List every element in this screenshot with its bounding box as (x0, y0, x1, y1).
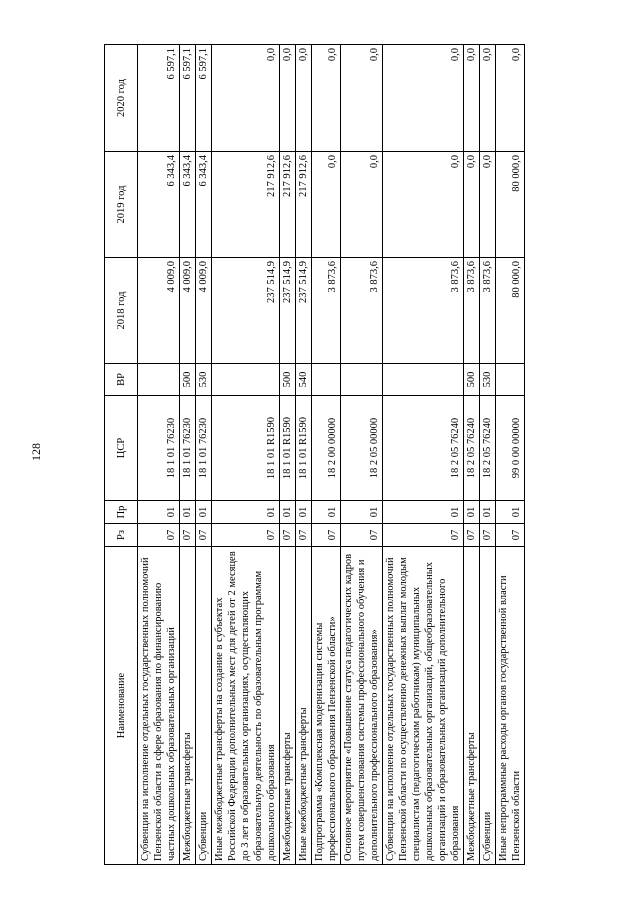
budget-table (104, 44, 525, 865)
table-row (480, 45, 496, 865)
row-vr (496, 364, 525, 396)
row-2019: 6 343,4 (138, 152, 180, 258)
row-name: Субвенции (196, 547, 212, 865)
row-rz: 07 (196, 524, 212, 547)
row-name: Субвенции (480, 547, 496, 865)
row-name: Иные непрограммные расходы органов государственной власти Пензенской области (496, 547, 525, 865)
row-2018: 4 009,0 (196, 258, 212, 364)
row-csr: 18 2 05 76240 (383, 396, 464, 501)
row-name: Субвенции на исполнение отдельных государственных полномочий Пензенской области по осуществлению денежных выплат молодым специалистам (педагогическим работникам) муниципальных дошкольных образовательных организаций, общеобразовательных организаций и образовательных организаций дополнительного образования (383, 547, 464, 865)
row-pr: 01 (383, 501, 464, 524)
header-csr: ЦСР (105, 396, 138, 501)
row-2018: 3 873,6 (480, 258, 496, 364)
row-vr: 500 (280, 364, 296, 396)
row-vr: 500 (180, 364, 196, 396)
header-2019: 2019 год (105, 152, 138, 258)
row-2018: 4 009,0 (180, 258, 196, 364)
row-pr: 01 (296, 501, 312, 524)
table-row (383, 45, 464, 865)
row-2018: 3 873,6 (383, 258, 464, 364)
row-2020: 0,0 (312, 45, 341, 152)
row-csr: 18 2 05 76240 (464, 396, 480, 501)
row-2018: 3 873,6 (341, 258, 383, 364)
row-2019: 0,0 (341, 152, 383, 258)
row-csr: 99 0 00 00000 (496, 396, 525, 501)
row-rz: 07 (280, 524, 296, 547)
row-2018: 3 873,6 (312, 258, 341, 364)
row-vr: 500 (464, 364, 480, 396)
row-name: Иные межбюджетные трансферты (296, 547, 312, 865)
row-2020: 6 597,1 (138, 45, 180, 152)
row-2019: 217 912,6 (296, 152, 312, 258)
row-pr: 01 (212, 501, 280, 524)
row-csr: 18 1 01 76230 (138, 396, 180, 501)
row-2020: 0,0 (341, 45, 383, 152)
row-vr: 530 (480, 364, 496, 396)
row-pr: 01 (180, 501, 196, 524)
row-pr: 01 (138, 501, 180, 524)
row-csr: 18 1 01 76230 (196, 396, 212, 501)
row-rz: 07 (496, 524, 525, 547)
row-name: Субвенции на исполнение отдельных государственных полномочий Пензенской области в сфере образования по финансированию частных дошкольных образовательных организаций (138, 547, 180, 865)
header-2018: 2018 год (105, 258, 138, 364)
row-2019: 0,0 (480, 152, 496, 258)
row-2019: 80 000,0 (496, 152, 525, 258)
row-name: Межбюджетные трансферты (280, 547, 296, 865)
table-row (138, 45, 180, 865)
row-2020: 0,0 (464, 45, 480, 152)
table-row (341, 45, 383, 865)
header-name: Наименование (105, 547, 138, 865)
row-pr: 01 (464, 501, 480, 524)
row-2018: 3 873,6 (464, 258, 480, 364)
table-wrapper (104, 45, 534, 865)
table-body (138, 45, 525, 865)
row-vr: 540 (296, 364, 312, 396)
row-2020: 0,0 (212, 45, 280, 152)
row-2019: 6 343,4 (180, 152, 196, 258)
row-csr: 18 2 00 00000 (312, 396, 341, 501)
row-rz: 07 (212, 524, 280, 547)
row-2019: 0,0 (464, 152, 480, 258)
row-vr: 530 (196, 364, 212, 396)
header-pr: Пр (105, 501, 138, 524)
table-row (196, 45, 212, 865)
row-csr: 18 1 01 R1590 (296, 396, 312, 501)
table-row (464, 45, 480, 865)
row-2020: 0,0 (496, 45, 525, 152)
table-row (296, 45, 312, 865)
row-name: Иные межбюджетные трансферты на создание в субъектах Российской Федерации дополнительных мест для детей от 2 месяцев до 3 лет в образовательных организациях, осуществляющих образовательную деятельность по образовательным программам дошкольного образования (212, 547, 280, 865)
row-2020: 6 597,1 (196, 45, 212, 152)
row-rz: 07 (464, 524, 480, 547)
row-rz: 07 (296, 524, 312, 547)
row-rz: 07 (138, 524, 180, 547)
row-csr: 18 1 01 R1590 (212, 396, 280, 501)
row-rz: 07 (480, 524, 496, 547)
table-row (212, 45, 280, 865)
row-2020: 0,0 (296, 45, 312, 152)
row-2020: 0,0 (383, 45, 464, 152)
row-pr: 01 (312, 501, 341, 524)
row-name: Межбюджетные трансферты (464, 547, 480, 865)
row-2019: 6 343,4 (196, 152, 212, 258)
row-2019: 217 912,6 (212, 152, 280, 258)
row-2018: 237 514,9 (212, 258, 280, 364)
row-2019: 217 912,6 (280, 152, 296, 258)
header-vr: ВР (105, 364, 138, 396)
row-vr (312, 364, 341, 396)
row-csr: 18 1 01 R1590 (280, 396, 296, 501)
row-2019: 0,0 (312, 152, 341, 258)
row-2018: 4 009,0 (138, 258, 180, 364)
row-csr: 18 2 05 00000 (341, 396, 383, 501)
table-row (280, 45, 296, 865)
header-row (105, 45, 138, 865)
row-csr: 18 1 01 76230 (180, 396, 196, 501)
row-name: Подпрограмма «Комплексная модернизация системы профессионального образования Пензенской области» (312, 547, 341, 865)
row-2020: 0,0 (480, 45, 496, 152)
table-row (312, 45, 341, 865)
row-rz: 07 (312, 524, 341, 547)
header-2020: 2020 год (105, 45, 138, 152)
header-rz: Рз (105, 524, 138, 547)
row-vr (383, 364, 464, 396)
row-rz: 07 (180, 524, 196, 547)
row-vr (212, 364, 280, 396)
row-csr: 18 2 05 76240 (480, 396, 496, 501)
row-pr: 01 (496, 501, 525, 524)
row-pr: 01 (280, 501, 296, 524)
row-2020: 0,0 (280, 45, 296, 152)
row-2019: 0,0 (383, 152, 464, 258)
row-pr: 01 (341, 501, 383, 524)
row-vr (341, 364, 383, 396)
row-2018: 237 514,9 (296, 258, 312, 364)
table-row (180, 45, 196, 865)
row-2018: 80 000,0 (496, 258, 525, 364)
row-rz: 07 (383, 524, 464, 547)
page-number: 128 (29, 443, 43, 461)
table-row (496, 45, 525, 865)
row-rz: 07 (341, 524, 383, 547)
row-2018: 237 514,9 (280, 258, 296, 364)
row-2020: 6 597,1 (180, 45, 196, 152)
row-pr: 01 (480, 501, 496, 524)
row-name: Межбюджетные трансферты (180, 547, 196, 865)
row-vr (138, 364, 180, 396)
row-pr: 01 (196, 501, 212, 524)
row-name: Основное мероприятие «Повышение статуса педагогических кадров путем совершенствования системы профессионального обучения и дополнительного профессионального образования» (341, 547, 383, 865)
